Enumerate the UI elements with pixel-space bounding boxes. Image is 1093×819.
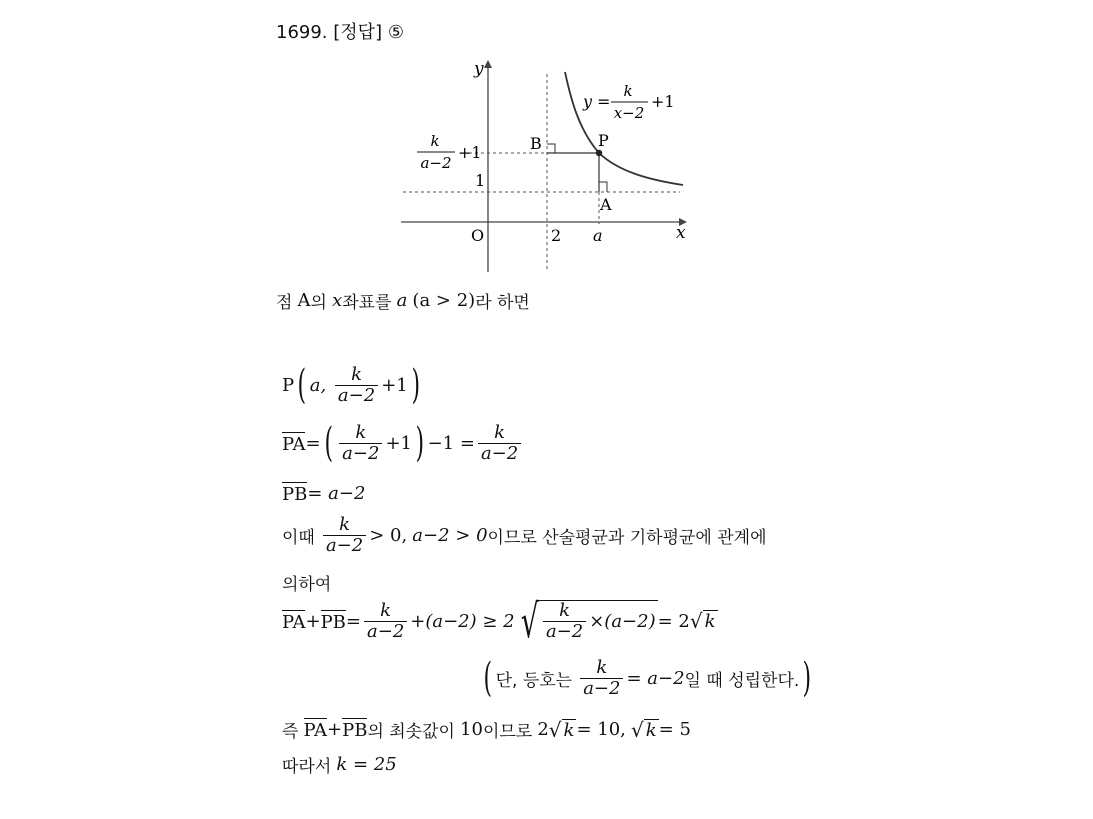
intro-a: a bbox=[396, 290, 408, 311]
two-coef: 2 bbox=[537, 719, 549, 740]
curve-eq-den: x−2 bbox=[613, 104, 645, 122]
root-sign: √ bbox=[630, 717, 644, 742]
curve-eq-lhs: y bbox=[583, 92, 593, 111]
gt-zero: > 0, bbox=[369, 524, 408, 546]
sqrt-k: k bbox=[563, 719, 575, 741]
intro-text-2: 의 bbox=[310, 293, 327, 313]
label-A: A bbox=[600, 195, 612, 214]
equality-fraction bbox=[580, 658, 623, 699]
frac-num: k bbox=[339, 514, 351, 535]
problem-header bbox=[276, 18, 404, 44]
frac-den: a−2 bbox=[323, 535, 366, 556]
origin-label: O bbox=[471, 226, 485, 245]
plus-sign: + bbox=[305, 610, 321, 632]
intro-text-3: 좌표를 bbox=[342, 293, 392, 313]
frac-num: k bbox=[596, 657, 608, 678]
label-B: B bbox=[530, 134, 542, 153]
paren-open: ( bbox=[297, 362, 307, 409]
seg-PA: PA bbox=[303, 720, 327, 741]
cond-fraction bbox=[323, 515, 366, 556]
y-axis-label: y bbox=[474, 59, 484, 79]
pa-line bbox=[282, 420, 524, 467]
intro-text-1: 점 bbox=[276, 293, 293, 313]
y-level-num: k bbox=[430, 132, 440, 150]
p-label: P bbox=[282, 374, 295, 396]
label-P: P bbox=[598, 131, 609, 150]
eq-sign: = bbox=[305, 432, 321, 454]
frac-den: a−2 bbox=[335, 385, 378, 406]
frac-den: a−2 bbox=[543, 621, 586, 642]
frac-num: k bbox=[351, 364, 363, 385]
x-tick-2: 2 bbox=[551, 226, 562, 245]
intro-point-A: A bbox=[297, 290, 311, 311]
root-sign: √ bbox=[548, 717, 562, 742]
p-coordinate-line bbox=[282, 362, 423, 409]
amgm-condition-line bbox=[282, 515, 767, 556]
plus-sign: + bbox=[327, 719, 343, 740]
frac-num: k bbox=[380, 599, 392, 621]
eq-five: = 5 bbox=[658, 719, 691, 740]
sqrt-k: k bbox=[645, 719, 657, 741]
min-text-1: 즉 bbox=[282, 722, 299, 742]
p-fraction bbox=[335, 365, 378, 406]
paren-close: ) bbox=[415, 420, 425, 467]
pa-fraction bbox=[339, 423, 382, 464]
amgm-text-2: 의하여 bbox=[282, 575, 332, 595]
seg-PB: PB bbox=[342, 720, 368, 741]
pb-value: = a−2 bbox=[307, 483, 366, 504]
paren-close: ) bbox=[411, 362, 420, 409]
equality-condition-line bbox=[480, 655, 815, 702]
minus-one-eq: −1 = bbox=[427, 432, 475, 454]
y-tick-1: 1 bbox=[475, 171, 486, 190]
big-root-sign: √ bbox=[520, 594, 539, 648]
seg-PA: PA bbox=[282, 611, 306, 633]
pb-line bbox=[282, 482, 365, 505]
paren-open: ( bbox=[324, 420, 333, 467]
paren-close: ) bbox=[802, 655, 812, 702]
a-minus-2-gt-zero: a−2 > 0 bbox=[412, 524, 488, 546]
frac-den: a−2 bbox=[580, 678, 623, 699]
sum-mid: +(a−2) ≥ 2 bbox=[410, 610, 515, 632]
final-line bbox=[282, 752, 397, 777]
seg-PA: PA bbox=[282, 433, 306, 455]
plus-one: +1 bbox=[381, 374, 408, 396]
frac-den: a−2 bbox=[339, 443, 382, 464]
amgm-inequality-line bbox=[282, 594, 718, 648]
y-level-den: a−2 bbox=[420, 154, 452, 172]
intro-x: x bbox=[332, 290, 343, 311]
curve-eq-eq: = bbox=[597, 92, 611, 111]
times-part: ×(a−2) bbox=[589, 611, 656, 632]
pa-result-fraction bbox=[478, 423, 521, 464]
root-sign: √ bbox=[689, 609, 703, 633]
answer-tag: [정답] bbox=[333, 22, 383, 43]
y-axis-arrow bbox=[484, 60, 492, 68]
answer-choice: ⑤ bbox=[387, 22, 404, 43]
cond-text-1: 단, 등호는 bbox=[495, 670, 573, 691]
min-text-2: 의 최솟값이 bbox=[367, 722, 455, 742]
plus-one: +1 bbox=[385, 432, 412, 454]
final-text: 따라서 bbox=[282, 757, 332, 777]
intro-line bbox=[276, 288, 530, 313]
frac-num: k bbox=[559, 600, 571, 622]
x-tick-a: a bbox=[593, 226, 603, 245]
hyperbola-graph bbox=[395, 52, 695, 280]
point-P bbox=[596, 150, 602, 156]
sum-fraction bbox=[364, 601, 407, 642]
cond-eq: = a−2 bbox=[626, 667, 685, 689]
eq-two: = 2 bbox=[657, 610, 690, 632]
final-answer: k = 25 bbox=[336, 754, 397, 775]
intro-text-4: 라 하면 bbox=[475, 293, 530, 313]
frac-den: a−2 bbox=[478, 443, 521, 464]
curve-eq-num: k bbox=[623, 82, 633, 100]
min-value: 10 bbox=[460, 719, 483, 740]
big-sqrt-content bbox=[538, 600, 658, 642]
p-a: a, bbox=[309, 374, 327, 396]
y-level-rest: +1 bbox=[458, 143, 482, 162]
seg-PB: PB bbox=[282, 484, 308, 505]
x-axis-label: x bbox=[676, 223, 686, 243]
sqrt-k: k bbox=[704, 611, 716, 632]
cond-text-3: 일 때 성립한다. bbox=[684, 670, 800, 691]
right-angle-A bbox=[599, 182, 607, 192]
intro-condition: (a > 2) bbox=[412, 290, 476, 311]
frac-den: a−2 bbox=[364, 621, 407, 642]
sqrt-fraction bbox=[543, 601, 586, 642]
paren-open: ( bbox=[483, 655, 493, 702]
eq-sign: = bbox=[345, 610, 361, 632]
problem-number: 1699. bbox=[276, 22, 328, 43]
right-angle-B bbox=[547, 144, 555, 153]
minimum-line bbox=[282, 717, 691, 742]
seg-PB: PB bbox=[320, 611, 346, 633]
amgm-text-1: 이므로 산술평균과 기하평균에 관계에 bbox=[487, 527, 767, 548]
frac-num: k bbox=[355, 422, 367, 443]
min-text-3: 이므로 bbox=[482, 722, 533, 742]
curve-eq-rest: +1 bbox=[651, 92, 675, 111]
eq-ten: = 10, bbox=[576, 719, 626, 740]
frac-num: k bbox=[494, 422, 506, 443]
when-text: 이때 bbox=[282, 527, 315, 548]
